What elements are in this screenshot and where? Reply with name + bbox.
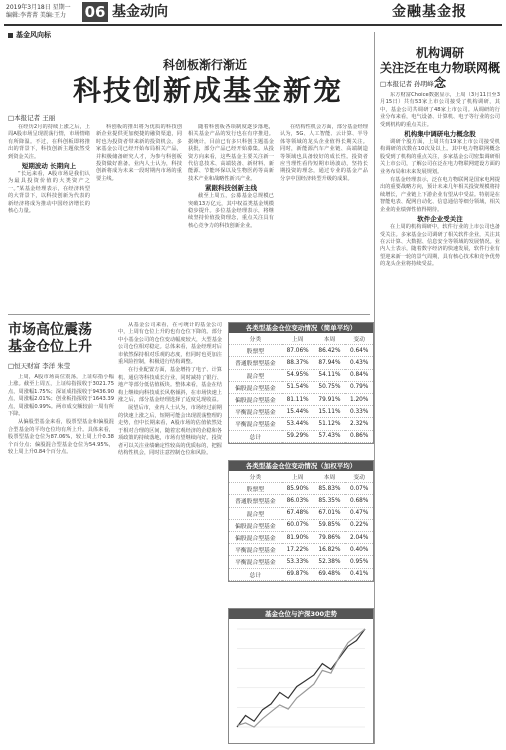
paragraph: 在行业配置方面，基金增持了电子、计算机、通信等科技成长行业，同时减持了银行、地产等部分低估值板块。整体来看，基金在结构上继续向科技成长风格倾斜，在市场快速上涨之后，部分基金经理选择了适度兑现收益。: [118, 367, 222, 404]
paragraph: 随着科创板各项制度逐步落地，相关基金产品的发行也在有序推进。据统计，目前已有多只科创主题基金获批，部分产品已经开始募集。从投资方向来看，这些基金主要关注新一代信息技术、高端装备、新材料、新能源、节能环保以及生物医药等高新技术产业和战略性新兴产业。: [188, 124, 274, 182]
newspaper-brand: 金融基金报: [392, 4, 467, 20]
table-cell: 普通股票型基金: [229, 357, 282, 369]
article3-col2: [118, 322, 222, 744]
table-cell: 87.06%: [282, 345, 314, 357]
table-cell: 54.11%: [314, 369, 346, 381]
table: [229, 333, 373, 443]
table-cell: 偏股混合型基金: [229, 519, 282, 531]
table-cell: 平衡混合型基金: [229, 556, 282, 568]
table-cell: 0.84%: [345, 369, 373, 381]
article1-subtitle: 科创板渐行渐近: [162, 58, 247, 72]
table-cell: 57.43%: [314, 430, 346, 442]
table-cell: 0.79%: [345, 381, 373, 393]
article1-byline: □本报记者 王丽: [8, 114, 56, 122]
column-header: 分类: [229, 333, 282, 345]
article2-byline: □本报记者 孙明峰: [380, 80, 434, 88]
paragraph: 从偏股型基金来看，股票型基金和偏股混合型基金的平均仓位均有所上升。具体来看，股票型基金仓位为87.06%，较上周上升0.38个百分点；偏股混合型基金仓位为54.95%，较上周上升0.84个百分点。: [8, 419, 114, 456]
paragraph: 上周，A股市场高位震荡，上证综指小幅上涨。截至上周五，上证综指报收于3021.75点，周涨幅1.75%；深证成指报收于9436.90点，周涨幅2.01%；创业板指报收于1643.39点，周涨幅0.99%。两市成交额较前一周有所下降。: [8, 374, 114, 418]
table-row: [229, 556, 373, 568]
subheading: 机构集中调研电力概念股: [404, 130, 476, 139]
table-cell: 69.87%: [282, 568, 314, 580]
table-cell: 总计: [229, 568, 282, 580]
table-cell: 偏股混合型基金: [229, 531, 282, 543]
article3-headline: 市场高位震荡 基金仓位上升: [8, 322, 92, 355]
column-header: 变动: [345, 471, 373, 483]
column-divider: [374, 32, 375, 744]
paragraph: 截至上周五，公募基金总规模已突破13万亿元，其中权益类基金规模稳步提升。多位基金经理表示，将继续坚持价值投资理念，重点关注具有核心竞争力的科技创新企业。: [188, 193, 274, 229]
table-row: [229, 483, 373, 495]
column-header: 上周: [282, 333, 314, 345]
column-header: 本周: [314, 333, 346, 345]
masthead-rule: [4, 24, 502, 26]
table-cell: 54.95%: [282, 369, 314, 381]
table-cell: 51.54%: [282, 381, 314, 393]
table-cell: 67.48%: [282, 507, 314, 519]
paragraph: 在经历2月的持续上涨之后，上周A股市场呈现震荡行情，市场情绪有所降温。不过，在科创板即将推出的背景下，科技创新主题依然受到资金关注。: [8, 124, 90, 160]
paragraph: 调研个股方面，上周共有19家上市公司接受机构调研的次数在10次及以上。其中电力物联网概念股受到了机构的重点关注，多家基金公司密集调研相关上市公司，了解公司在泛在电力物联网建设方面的业务布局和未来发展规划。: [380, 139, 500, 175]
article3-col1: [8, 374, 114, 744]
editors: 编辑:李菁菁 美编:王力: [6, 12, 66, 19]
table-cell: 0.68%: [345, 495, 373, 507]
table-cell: 88.37%: [282, 357, 314, 369]
table-cell: 0.07%: [345, 483, 373, 495]
column-header: 上周: [282, 471, 314, 483]
paragraph: 在上周的机构调研中，软件行业的上市公司也备受关注。多家基金公司调研了相关软件企业，关注其在云计算、大数据、信息安全等领域的发展情况。业内人士表示，随着数字经济的快速发展，软件行业有望迎来新一轮的景气周期，具有核心技术和竞争优势的龙头企业将持续受益。: [380, 224, 500, 268]
table-row: [229, 568, 373, 580]
table-title: 各类型基金仓位变动情况（加权平均）: [229, 461, 373, 471]
table-cell: 51.12%: [314, 418, 346, 430]
article1-col3: [188, 124, 274, 310]
table-row: [229, 406, 373, 418]
article2-body: [380, 92, 500, 744]
article1-col1: [8, 124, 90, 310]
table-cell: 87.94%: [314, 357, 346, 369]
table-cell: 15.44%: [282, 406, 314, 418]
article3-byline: □恒天财富 李洋 朱莹: [8, 362, 71, 370]
article1-col4: [280, 124, 368, 310]
column-header: 变动: [345, 333, 373, 345]
table-cell: 0.40%: [345, 544, 373, 556]
article2-headline: 机构调研 关注泛在电力物联网概念: [380, 46, 501, 90]
column-header: 本周: [314, 471, 346, 483]
table-cell: 86.42%: [314, 345, 346, 357]
table-row: [229, 519, 373, 531]
series-line-0: [237, 629, 365, 727]
table-cell: 偏股混合型基金: [229, 381, 282, 393]
table-cell: 67.01%: [314, 507, 346, 519]
table-row: [229, 357, 373, 369]
table-row: [229, 544, 373, 556]
subheading: 紧跟科技创新主线: [205, 184, 257, 193]
table-cell: 平衡混合型基金: [229, 406, 282, 418]
table-cell: 79.86%: [314, 531, 346, 543]
table-row: [229, 495, 373, 507]
table-row: [229, 418, 373, 430]
table-cell: 15.11%: [314, 406, 346, 418]
section-title: 基金动向: [112, 4, 168, 20]
fund-position-table-simple: [228, 322, 374, 444]
table-cell: 1.20%: [345, 393, 373, 405]
paragraph: 科创板的推出将为优质的科技创新企业提供更加便捷的融资渠道，同时也为投资者带来新的投资机会。多家基金公司已经开始布局相关产品，并积极储备研究人才，为参与科创板投资做好准备。业内人士认为，科技创新将成为未来一段时期内市场的重要主线。: [96, 124, 182, 182]
table-cell: 53.33%: [282, 556, 314, 568]
table-cell: 2.04%: [345, 531, 373, 543]
table-cell: 0.41%: [345, 568, 373, 580]
table-cell: 平衡混合型基金: [229, 418, 282, 430]
table-cell: 2.32%: [345, 418, 373, 430]
paragraph: 展望后市，业内人士认为，市场经过前期的快速上涨之后，短期可能会出现震荡整理的走势，但中长期来看，A股市场的估值依然处于相对合理的区间，随着宏观经济的企稳和各项政策的持续落地，市场有望继续向好。投资者可以关注业绩确定性较高的优质标的，把握结构性机会，同时注意控制仓位和风险。: [118, 405, 222, 456]
table-cell: 85.83%: [314, 483, 346, 495]
table-row: [229, 369, 373, 381]
table-cell: 52.38%: [314, 556, 346, 568]
paragraph: 从基金公司来看，在可统计的基金公司中，上周有仓位上升的也有仓位下降的。部分中小基金公司的仓位变动幅度较大，大型基金公司仓位相对稳定。总体来看，基金经理对后市依然保持相对乐观的态度，但同时也更加注重风险控制，积极进行结构调整。: [118, 322, 222, 366]
table-cell: 50.75%: [314, 381, 346, 393]
section-label: [8, 31, 51, 40]
table-cell: 59.29%: [282, 430, 314, 442]
table-cell: 17.22%: [282, 544, 314, 556]
table-header-row: [229, 471, 373, 483]
section-label-text: 基金风向标: [16, 31, 51, 39]
table-cell: 81.90%: [282, 531, 314, 543]
series-line-1: [237, 629, 365, 727]
chart-plot: [229, 619, 373, 741]
paragraph: 有基金经理表示，泛在电力物联网是国家电网提出的重要战略方向，预计未来几年相关投资规模将持续增长，产业链上下游企业有望从中受益。特别是在智能电表、配网自动化、信息通信等细分领域，相关企业的业绩弹性值得期待。: [380, 177, 500, 213]
table-cell: 85.90%: [282, 483, 314, 495]
table-cell: 股票型: [229, 483, 282, 495]
page-number: 06: [82, 2, 108, 22]
masthead-meta: [6, 4, 71, 20]
table-cell: 69.48%: [314, 568, 346, 580]
table-cell: 60.07%: [282, 519, 314, 531]
table-cell: 股票型: [229, 345, 282, 357]
table-cell: 0.95%: [345, 556, 373, 568]
table-cell: 总计: [229, 430, 282, 442]
table-cell: 0.33%: [345, 406, 373, 418]
table-cell: 16.82%: [314, 544, 346, 556]
table-cell: 0.86%: [345, 430, 373, 442]
table-row: [229, 393, 373, 405]
section-rule: [8, 314, 370, 315]
subheading: 软件企业受关注: [417, 215, 463, 224]
table-row: [229, 507, 373, 519]
table-row: [229, 345, 373, 357]
issue-date: 2019年3月18日 星期一: [6, 4, 71, 11]
table-cell: 0.47%: [345, 507, 373, 519]
paragraph: 东方财富Choice数据显示，上周（3月11日至3月15日）共有53家上市公司接受了机构调研，其中，基金公司共调研了48家上市公司。从调研的行业分布来看，电气设备、计算机、电子等行业的公司受到机构的重点关注。: [380, 92, 500, 128]
column-header: 分类: [229, 471, 282, 483]
fund-position-table-weighted: [228, 460, 374, 582]
table-cell: 53.44%: [282, 418, 314, 430]
table-cell: 0.22%: [345, 519, 373, 531]
table-row: [229, 381, 373, 393]
table-cell: 79.91%: [314, 393, 346, 405]
table-row: [229, 531, 373, 543]
paragraph: 在结构性机会方面，部分基金经理认为，5G、人工智能、云计算、半导体等领域的龙头企业值得长期关注。同时，新能源汽车产业链、高端制造等领域也具备较好的成长性。投资者应当理性看待短期市场波动，坚持长期投资的理念，通过专业的基金产品分享中国经济转型升级的成果。: [280, 124, 368, 182]
table-cell: 平衡混合型基金: [229, 544, 282, 556]
table-cell: 普通股票型基金: [229, 495, 282, 507]
square-bullet-icon: [8, 33, 13, 38]
table-cell: 0.43%: [345, 357, 373, 369]
paragraph: “长远来看，A股市场是我们认为最具投资价值的大类资产之一。”某基金经理表示，在经济转型的大背景下，以科技创新为代表的新经济将成为推动中国经济增长的核心力量。: [8, 171, 90, 215]
table-cell: 0.64%: [345, 345, 373, 357]
subheading: 短期波动 长期向上: [21, 162, 77, 171]
table-cell: 81.11%: [282, 393, 314, 405]
table-cell: 偏股混合型基金: [229, 393, 282, 405]
article1-headline: 科技创新成基金新宠: [72, 74, 343, 107]
fund-position-chart: [228, 608, 374, 744]
chart-title: 基金仓位与沪深300走势: [229, 609, 373, 619]
table-title: 各类型基金仓位变动情况（简单平均）: [229, 323, 373, 333]
table-cell: 86.03%: [282, 495, 314, 507]
table-row: [229, 430, 373, 442]
table-cell: 85.35%: [314, 495, 346, 507]
table-cell: 混合型: [229, 507, 282, 519]
table-cell: 59.85%: [314, 519, 346, 531]
table: [229, 471, 373, 581]
article1-col2: [96, 124, 182, 310]
table-header-row: [229, 333, 373, 345]
table-cell: 混合型: [229, 369, 282, 381]
